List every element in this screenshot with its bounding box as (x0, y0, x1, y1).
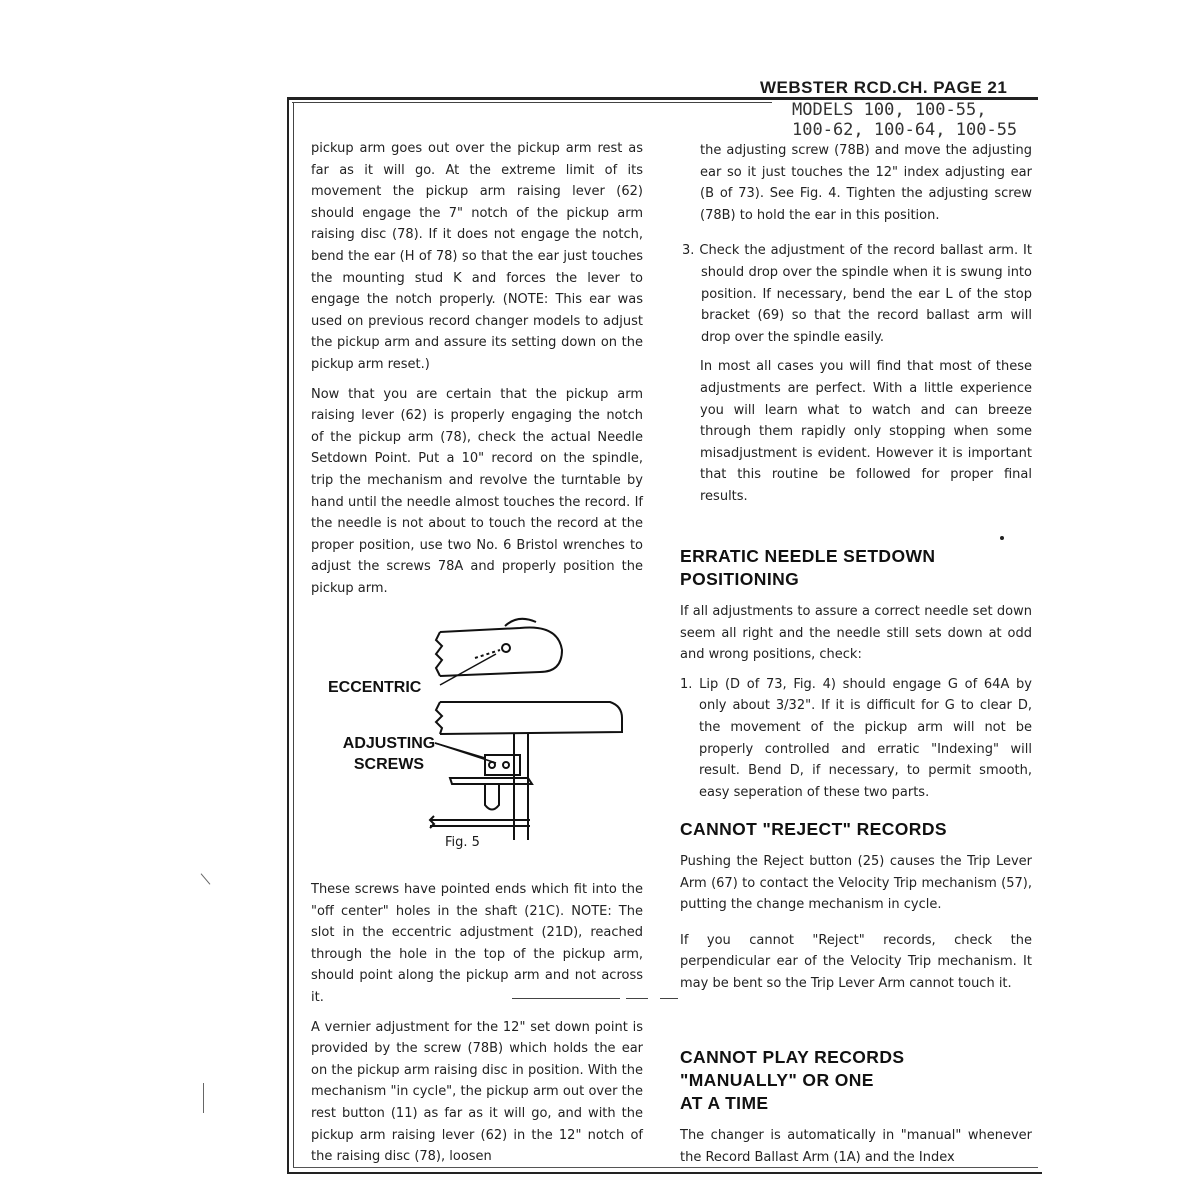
right-column-top (682, 140, 1032, 516)
pickup-arm-eccentric-drawing (436, 619, 562, 676)
heading-cannot-play-line-1: CANNOT PLAY RECORDS (680, 1047, 905, 1067)
frame-left-border (287, 97, 289, 1173)
left-paragraph-2: Now that you are certain that the pickup arm raising lever (62) is properly engaging the notch of the pickup arm (78), check the actual Needle Setdown Point. Put a 10" record on the spindle, trip the mechanism and revolve the turntable by hand until the needle almost touches the record. If the needle is not about to touch the record at the proper position, use two No. 6 Bristol wrenches to adjust the screws 78A and properly position the pickup arm. (311, 386, 643, 596)
right-item-3: 3. Check the adjustment of the record ballast arm. It should drop over the spindle when it is swung into position. If necessary, bend the ear L of the stop bracket (69) so that the record ballast arm will drop over the spindle easily. (682, 243, 1032, 345)
right-paragraph-1: the adjusting screw (78B) and move the adjusting ear so it just touches the 12" index adjusting ear (B of 73). See Fig. 4. Tighten the adjusting screw (78B) to hold the ear in this position. (700, 143, 1032, 223)
models-line-1: MODELS 100, 100-55, (792, 100, 987, 120)
arm-body-drawing (430, 702, 622, 840)
page-title: WEBSTER RCD.CH. PAGE 21 (760, 78, 1008, 97)
left-paragraph-1: pickup arm goes out over the pickup arm rest as far as it will go. At the extreme limit of its movement the pickup arm raising lever (62) should engage the 7" notch of the pickup arm raising disc (78). If it does not engage the notch, bend the ear (H of 78) so that the ear just touches the mounting stud K and forces the lever to engage the notch properly. (NOTE: This ear was used on previous record changer models to adjust the pickup arm and assure its setting down on the pickup arm reset.) (311, 141, 643, 372)
right-column-erratic (680, 601, 1032, 811)
column-break-rule-3 (660, 998, 678, 999)
left-column-bottom (311, 879, 643, 1176)
margin-mark-2 (203, 1083, 204, 1113)
margin-mark-1 (201, 873, 211, 884)
left-column-top (311, 138, 643, 607)
left-paragraph-4: A vernier adjustment for the 12" set down point is provided by the screw (78B) which holds the ear on the pickup arm raising disc in position. With the mechanism "in cycle", the pickup arm out over the rest button (11) as far as it will go, and with the pickup arm raising lever (62) in the 12" notch of the raising disc (78), loosen (311, 1019, 643, 1165)
stray-dot (1000, 536, 1004, 540)
left-paragraph-3: These screws have pointed ends which fit into the "off center" holes in the shaft (21C). NOTE: The slot in the eccentric adjustment (21D), reached through the hole in the top of the pickup arm, should point along the pickup arm and not across it. (311, 882, 643, 1005)
frame-top-inner-border (292, 102, 772, 103)
eccentric-callout: ECCENTRIC (328, 679, 422, 696)
figure-caption: Fig. 5 (445, 835, 480, 850)
models-list (792, 100, 1042, 140)
column-break-rule (512, 998, 620, 999)
right-paragraph-3: If all adjustments to assure a correct needle set down seem all right and the needle still sets down at odd and wrong positions, check: (680, 604, 1032, 663)
frame-top-border (288, 97, 1038, 100)
heading-cannot-play-line-2: "MANUALLY" OR ONE (680, 1070, 874, 1090)
frame-left-inner-border (293, 102, 294, 1168)
right-paragraph-2: In most all cases you will find that most of these adjustments are perfect. With a little experience you will learn what to watch and can breeze through them rapidly only stopping when some misadjustment is evident. However it is important that this routine be followed for proper final results. (700, 359, 1032, 504)
heading-cannot-play (680, 1046, 904, 1115)
heading-erratic-needle (680, 545, 935, 591)
screws-label: SCREWS (353, 756, 425, 773)
right-column-manual (680, 1125, 1032, 1176)
adjusting-screws-callout (333, 733, 445, 775)
models-line-2: 100-62, 100-64, 100-55 (792, 120, 1018, 140)
heading-cannot-play-line-3: AT A TIME (680, 1093, 769, 1113)
right-item-1: 1. Lip (D of 73, Fig. 4) should engage G of 64A by only about 3/32". If it is difficult for G to clear D, the movement of the pickup arm will not be properly controlled and erratic "Indexing" will result. Bend D, if necessary, to permit smooth, easy seperation of these two parts. (680, 676, 1032, 800)
heading-erratic-line-1: ERRATIC NEEDLE SETDOWN (680, 546, 936, 566)
adjusting-label: ADJUSTING (342, 735, 436, 752)
page-header (760, 78, 1045, 98)
column-break-rule-2 (626, 998, 648, 999)
right-paragraph-4: Pushing the Reject button (25) causes the Trip Lever Arm (67) to contact the Velocity Trip mechanism (57), putting the change mechanism in cycle. (680, 854, 1032, 913)
right-paragraph-5: If you cannot "Reject" records, check the perpendicular ear of the Velocity Trip mechanism. It may be bent so the Trip Lever Arm cannot touch it. (680, 932, 1032, 991)
figure-5-diagram (300, 610, 660, 840)
right-column-reject (680, 851, 1032, 1003)
heading-erratic-line-2: POSITIONING (680, 569, 800, 589)
heading-cannot-reject: CANNOT "REJECT" RECORDS (680, 819, 947, 839)
right-paragraph-6: The changer is automatically in "manual" whenever the Record Ballast Arm (1A) and the Index (680, 1128, 1032, 1165)
